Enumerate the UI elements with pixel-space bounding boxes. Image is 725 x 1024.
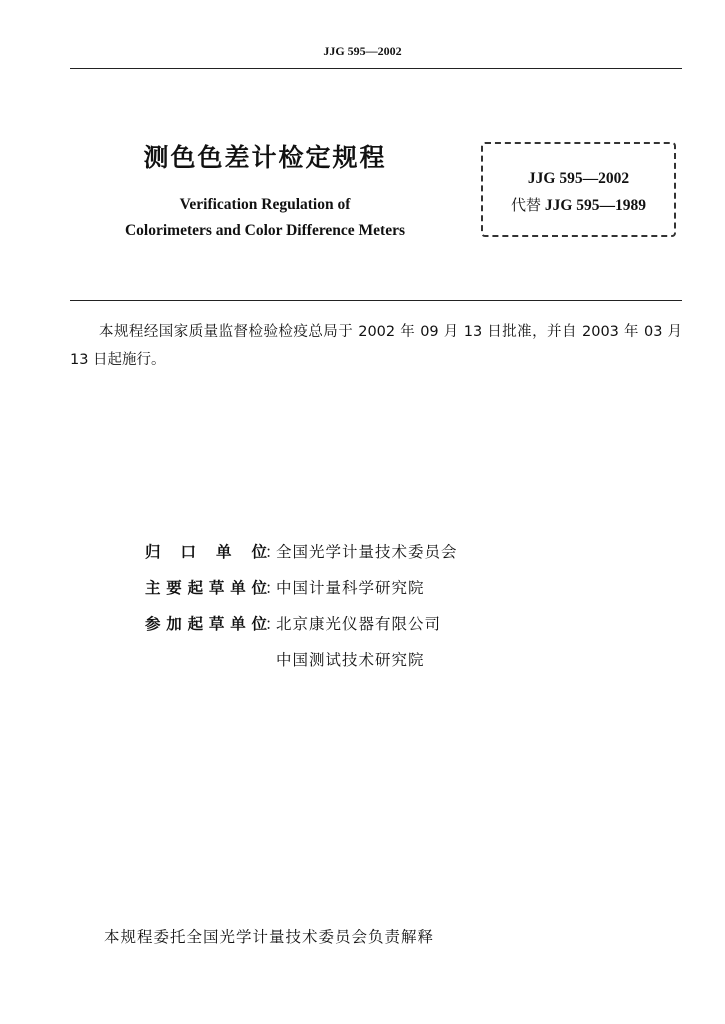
colon: ： [265,543,281,561]
approval-statement: 本规程经国家质量监督检验检疫总局于 2002 年 09 月 13 日批准，并自 2003 年 03 月 13 日起施行。 [70,324,682,368]
title-english-line1: Verification Regulation of [179,196,351,213]
section-rule [70,300,682,301]
current-standard-code: JJG 595—2002 [527,170,630,187]
participating-drafter-value-2: 中国测试技术研究院 [276,651,425,669]
main-drafter-label: 主要起草单位 [145,579,267,597]
participating-drafter-value-1: 北京康光仪器有限公司 [276,615,442,633]
colon: ： [265,579,281,597]
replaces-label: 代替 [510,196,541,214]
standard-code-box [481,142,676,237]
title-english-line2: Colorimeters and Color Difference Meters [124,222,406,239]
replaced-standard-code: JJG 595—1989 [544,197,647,214]
header-rule [70,68,682,69]
colon: ： [265,615,281,633]
responsible-unit-value: 全国光学计量技术委员会 [276,543,458,561]
title-chinese: 测色色差计检定规程 [143,143,387,172]
interpretation-note: 本规程委托全国光学计量技术委员会负责解释 [104,928,435,946]
header-standard-code: JJG 595—2002 [323,44,402,58]
participating-drafter-label: 参加起草单位 [145,615,267,633]
responsible-unit-label: 归口单位 [145,543,267,561]
main-drafter-value: 中国计量科学研究院 [276,579,425,597]
replaced-standard-line [481,194,676,215]
